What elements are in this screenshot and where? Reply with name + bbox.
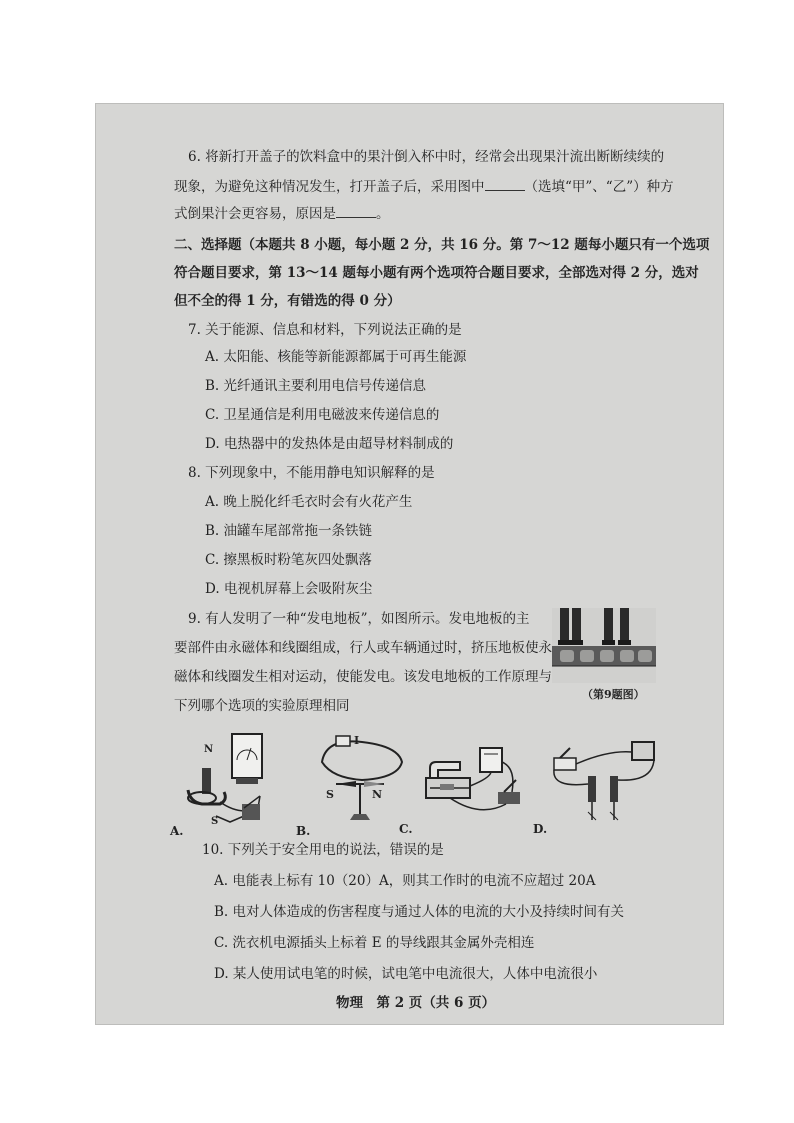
exam-page: [95, 103, 724, 1025]
q9-line-4: 下列哪个选项的实验原理相同: [174, 698, 350, 714]
q9-line-3: 磁体和线圈发生相对运动，使能发电。该发电地板的工作原理与: [174, 669, 552, 685]
q6-blank-2: [336, 217, 376, 218]
q8-option-c: C. 擦黑板时粉笔灰四处飘落: [205, 552, 372, 568]
q7-stem: 7. 关于能源、信息和材料，下列说法正确的是: [188, 322, 462, 338]
q6-line-3: [174, 205, 390, 223]
q10-option-b: B. 电对人体造成的伤害程度与通过人体的电流的大小及持续时间有关: [214, 904, 625, 920]
q10-option-d: D. 某人使用试电笔的时候，试电笔中电流很大，人体中电流很小: [214, 966, 598, 982]
option-d-label: D.: [533, 822, 548, 836]
q8-option-b: B. 油罐车尾部常拖一条铁链: [205, 523, 373, 539]
q6-line-1: 6. 将新打开盖子的饮料盒中的果汁倒入杯中时，经常会出现果汁流出断断续续的: [188, 149, 665, 165]
option-b-label: B.: [296, 824, 311, 838]
generator-floor-figure: [552, 608, 656, 683]
option-b-letter-s: S: [326, 788, 334, 801]
section-2-line-1: 二、选择题（本题共 8 小题，每小题 2 分，共 16 分。第 7～12 题每小题只有一个选项: [174, 237, 710, 253]
page-footer: 物理 第 2 页（共 6 页）: [336, 995, 496, 1011]
option-c-label: C.: [399, 822, 413, 836]
q10-stem: 10. 下列关于安全用电的说法，错误的是: [202, 842, 444, 858]
option-a-letter-n: N: [204, 744, 214, 755]
q6-line-3-text-b: 。: [376, 206, 390, 222]
q7-option-a: A. 太阳能、核能等新能源都属于可再生能源: [205, 349, 467, 365]
q7-option-d: D. 电热器中的发热体是由超导材料制成的: [205, 436, 454, 452]
q7-option-c: C. 卫星通信是利用电磁波来传递信息的: [205, 407, 440, 423]
q8-stem: 8. 下列现象中，不能用静电知识解释的是: [188, 465, 435, 481]
q10-option-a: A. 电能表上标有 10（20）A，则其工作时的电流不应超过 20A: [214, 873, 596, 889]
option-a-label: A.: [170, 824, 184, 838]
q6-line-3-text-a: 式倒果汁会更容易，原因是: [174, 206, 336, 222]
section-2-line-2: 符合题目要求，第 13～14 题每小题有两个选项符合题目要求，全部选对得 2 分，选对: [174, 265, 699, 281]
option-a-figure: [180, 730, 300, 836]
q7-option-b: B. 光纤通讯主要利用电信号传递信息: [205, 378, 427, 394]
option-d-figure: [548, 730, 662, 830]
q6-line-2: [174, 178, 674, 196]
section-2-line-3: 但不全的得 1 分，有错选的得 0 分）: [174, 293, 401, 309]
q8-option-d: D. 电视机屏幕上会吸附灰尘: [205, 581, 373, 597]
q10-option-c: C. 洗衣机电源插头上标着 E 的导线跟其金属外壳相连: [214, 935, 535, 951]
option-b-letter-n: N: [372, 788, 383, 801]
option-c-figure: [420, 738, 530, 832]
option-b-figure: [312, 728, 412, 828]
q8-option-a: A. 晚上脱化纤毛衣时会有火花产生: [205, 494, 413, 510]
q9-line-2: 要部件由永磁体和线圈组成，行人或车辆通过时，挤压地板使永: [174, 640, 552, 656]
q6-line-2-text-a: 现象，为避免这种情况发生，打开盖子后，采用图中: [174, 179, 485, 195]
q9-figure-caption: （第9题图）: [582, 688, 645, 701]
option-a-letter-s: S: [211, 816, 219, 827]
q6-line-2-text-b: （选填“甲”、“乙”）种方: [524, 179, 674, 195]
q6-blank-1: [485, 190, 525, 191]
option-b-letter-i: I: [354, 734, 360, 747]
q9-line-1: 9. 有人发明了一种“发电地板”，如图所示。发电地板的主: [188, 611, 530, 627]
